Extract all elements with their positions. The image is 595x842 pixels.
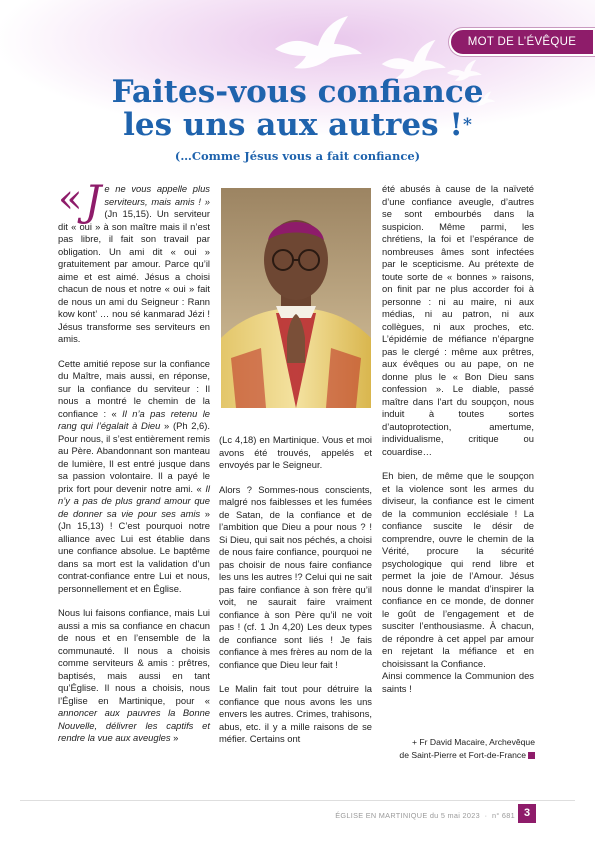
article-column-2 bbox=[219, 434, 372, 758]
opening-quote-text: e ne vous appelle plus serviteurs, mais amis ! » bbox=[104, 183, 210, 207]
opening-quote-mark: « bbox=[58, 176, 83, 222]
paragraph-text: (Jn 15,15). Un serviteur dit « oui » à son maître mais il n’est pas libre, il fait son travail par obligation. Un ami dit « oui » gratuitement par amour. Parce qu’il aime et est aimé. Jésus a choisi chacun de nous et notre « oui » fait de nous un ami du Seigneur : Rann kow kont’ … nou sé kanmarad Jézi ! Jésus transforme ses serviteurs en amis. bbox=[58, 208, 210, 344]
signature-line-2: de Saint-Pierre et Fort-de-France bbox=[382, 749, 535, 762]
section-rubric: MOT DE L’ÉVÊQUE bbox=[449, 28, 595, 56]
publication-name: ÉGLISE EN MARTINIQUE bbox=[335, 811, 428, 820]
signature-line-1: + Fr David Macaire, Archevêque bbox=[412, 737, 535, 747]
paragraph: été abusés à cause de la naïveté d’une confiance aveugle, d’autres se sont embourbés dans la suspicion. Même parmi, les chrétiens, la foi et l’espérance de nombreuses âmes sont infectées par le scepticisme. Au prétexte de toute sorte de « bonnes » raisons, on finit par ne plus accorder foi à personne : ni au maire, ni aux médias, ni au patron, ni aux collègues, ni aux proches, etc. L’épidémie de méfiance n’épargne pas le clergé : même aux prêtres, aux évêques ou au pape, on ne donne plus le « Bon Dieu sans confession ». Le diable, passé maître dans l’art du soupçon, nous induit à toutes sortes d’autoprotection, amertume, individualisme, critique ou couardise… bbox=[382, 183, 534, 457]
footer-publication-info: ÉGLISE EN MARTINIQUE du 5 mai 2023 · n° 681 bbox=[335, 811, 515, 820]
article-column-1 bbox=[58, 176, 210, 757]
signature bbox=[382, 736, 535, 762]
paragraph: Ainsi commence la Communion des saints ! bbox=[382, 670, 534, 694]
paragraph-text: Nous lui faisons confiance, mais Lui aussi a mis sa confiance en chacun de nous et en l’ensemble de la communauté. Il nous a choisis comme serviteurs & amis : prêtres, baptisés, mais aussi en tant qu’Église. Il nous a choisis, nous l’Église en Martinique, pour « bbox=[58, 607, 210, 706]
paragraph bbox=[58, 607, 210, 745]
title-line-2: les uns aux autres ! bbox=[123, 107, 463, 143]
scripture-quote: Il n’a pas retenu le rang qui l’égalait à Dieu bbox=[58, 407, 210, 431]
scripture-quote: annoncer aux pauvres la Bonne Nouvelle, délivrer les captifs et rendre la vue aux aveugles bbox=[58, 707, 210, 743]
paragraph: Alors ? Sommes-nous conscients, malgré nos faiblesses et les fumées de Satan, de la confiance et de l’ambition que Dieu a pour nous ? ! Si Dieu, qui sait nos péchés, a choisi de nous faire confiance, pourquoi ne pas choisir de nous faire confiance les uns les autres !? Celui qui ne sait pas faire confiance à son frère qu’il voit, ne saurait faire vraiment confiance à son Père qu’il ne voit pas ! (cf. 1 Jn 4,20) Les deux types de confiance sont liés ! Je fais confiance à mes frères au nom de la confiance que Dieu leur fait ! bbox=[219, 483, 372, 670]
scripture-quote: Il n’y a pas de plus grand amour que de donner sa vie pour ses amis bbox=[58, 482, 210, 519]
title-line-1: Faites-vous confiance bbox=[111, 74, 484, 110]
page-subtitle: (…Comme Jésus vous a fait confiance) bbox=[174, 149, 421, 163]
footer-divider bbox=[20, 800, 575, 801]
paragraph bbox=[58, 358, 210, 596]
paragraph-text: » (Ph 2,6). Pour nous, il s’est entièrement remis au Père. Abandonnant son manteau de lumière, Il est entré jusque dans sa passion volontaire. Il a payé le prix fort pour devenir notre ami. « bbox=[58, 420, 210, 494]
paragraph-text: » bbox=[170, 732, 179, 743]
page-title bbox=[60, 76, 535, 142]
paragraph: Le Malin fait tout pour détruire la confiance que nous avons les uns envers les autres. Crimes, trahisons, abus, etc. il y a mille raisons de se méfier. Certains ont bbox=[219, 683, 372, 744]
bishop-photo bbox=[221, 188, 371, 408]
page-number: 3 bbox=[518, 804, 536, 823]
title-footnote-star: * bbox=[462, 115, 472, 135]
issue-number: n° 681 bbox=[492, 811, 515, 820]
paragraph bbox=[58, 176, 210, 346]
paragraph-text: » (Jn 15,13) ! C’est pourquoi notre alliance avec Lui est établie dans une confiance absolue. Le baptême dans sa mort est la validation d’un contrat-confiance entre Lui et nous, personnellement et en Église. bbox=[58, 507, 210, 594]
drop-cap: J bbox=[84, 176, 102, 225]
paragraph-text: Cette amitié repose sur la confiance du Maître, mais aussi, en réponse, sur la confiance du serviteur : Il nous a montré le chemin de la confiance : « bbox=[58, 357, 210, 419]
dove-icon bbox=[270, 14, 365, 74]
paragraph: Eh bien, de même que le soupçon et la violence sont les armes du diviseur, la confiance est le ciment de la communion ecclésiale ! La confiance suscite le désir de comprendre, ouvre le chemin de la Vérité, procure la sécurité psychologique qui rend libre et permet la joie de l’Amour. Jésus nous donne le mandat d’inspirer la confiance en ce monde, de donner le goût de l’engagement et de susciter l’enthousiasme. À chacun, de répondre à cet appel par amour en rejetant la méfiance et en choisissant la Confiance. bbox=[382, 470, 534, 669]
publication-date: du 5 mai 2023 bbox=[429, 811, 480, 820]
paragraph: (Lc 4,18) en Martinique. Vous et moi avons été trouvés, appelés et envoyés par le Seigneur. bbox=[219, 434, 372, 470]
end-mark-icon bbox=[528, 752, 535, 759]
article-column-3 bbox=[382, 183, 534, 707]
